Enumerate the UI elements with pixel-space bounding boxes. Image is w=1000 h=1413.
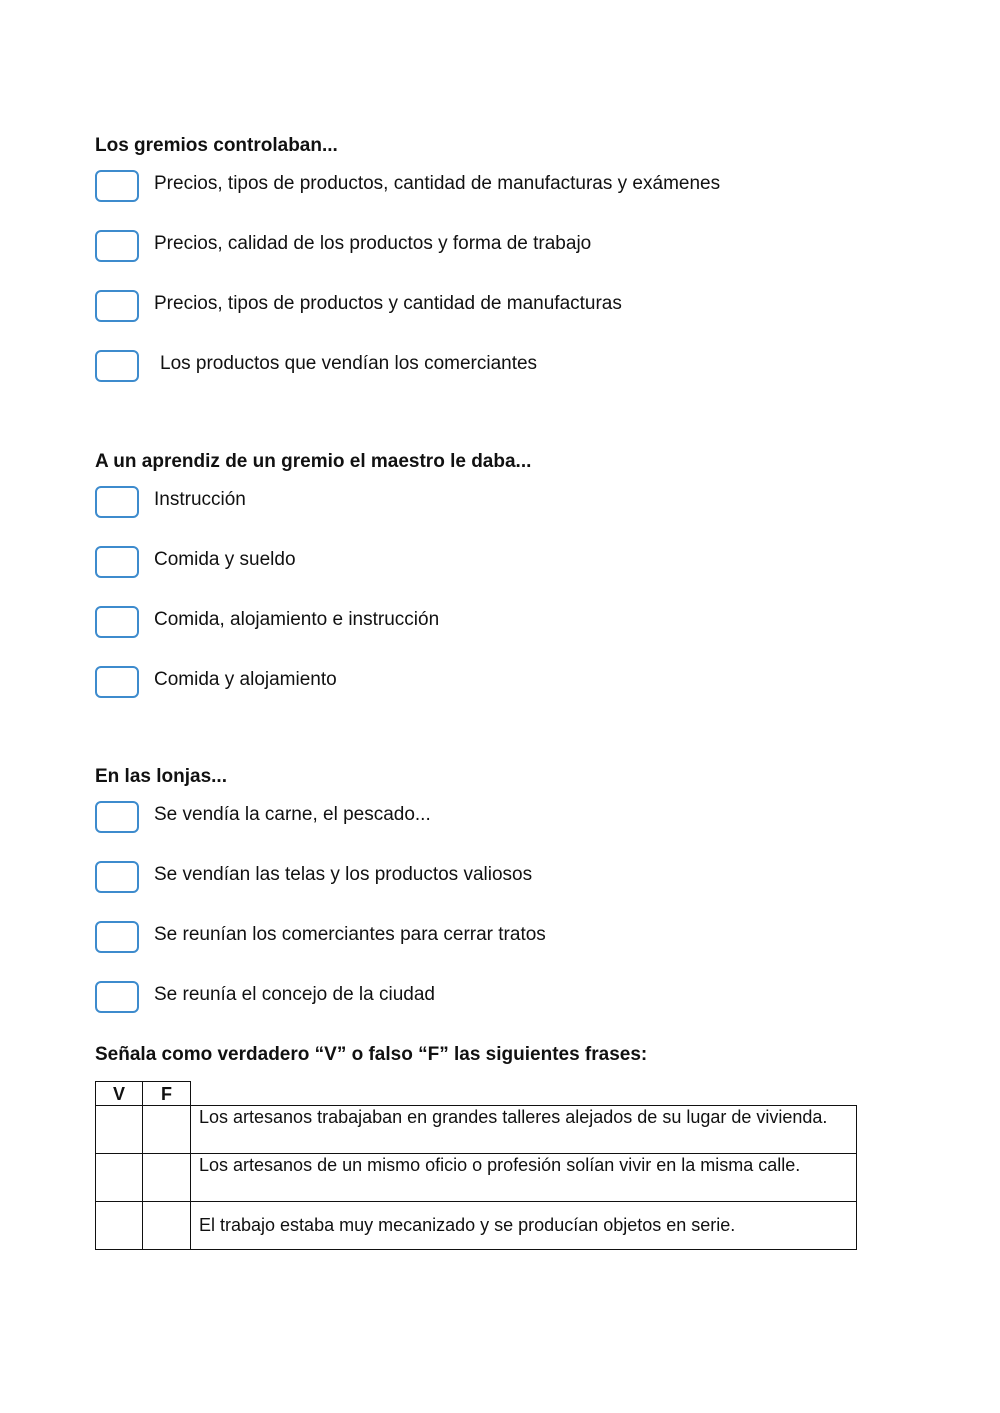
- checkbox[interactable]: [95, 801, 139, 833]
- question-2-option-1[interactable]: [95, 475, 895, 535]
- checkbox[interactable]: [95, 666, 139, 698]
- question-3-title: En las lonjas...: [95, 766, 227, 787]
- question-1-option-3[interactable]: [95, 279, 895, 339]
- option-label: Instrucción: [154, 489, 246, 510]
- option-label: Se vendían las telas y los productos valiosos: [154, 864, 533, 885]
- answer-cell-v[interactable]: [96, 1154, 143, 1202]
- true-false-table: [95, 1081, 857, 1250]
- checkbox[interactable]: [95, 290, 139, 322]
- option-label: Se vendía la carne, el pescado...: [154, 804, 431, 825]
- checkbox[interactable]: [95, 486, 139, 518]
- checkbox[interactable]: [95, 861, 139, 893]
- question-3-option-2[interactable]: [95, 850, 895, 910]
- question-3-option-3[interactable]: [95, 910, 895, 970]
- answer-cell-v[interactable]: [96, 1106, 143, 1154]
- checkbox[interactable]: [95, 606, 139, 638]
- question-3-option-4[interactable]: [95, 970, 895, 1030]
- statement-text: Los artesanos de un mismo oficio o profesión solían vivir en la misma calle.: [191, 1154, 857, 1202]
- question-3-option-1[interactable]: [95, 790, 895, 850]
- option-label: Precios, tipos de productos y cantidad de manufacturas: [154, 293, 622, 314]
- question-2-option-2[interactable]: [95, 535, 895, 595]
- option-label: Comida, alojamiento e instrucción: [154, 609, 440, 630]
- option-label: Precios, calidad de los productos y forma de trabajo: [154, 233, 592, 254]
- option-label: Los productos que vendían los comerciantes: [160, 353, 538, 374]
- checkbox[interactable]: [95, 546, 139, 578]
- header-empty: [191, 1082, 857, 1106]
- question-2: [95, 449, 895, 715]
- statement-text: El trabajo estaba muy mecanizado y se producían objetos en serie.: [191, 1202, 857, 1250]
- question-1-title: Los gremios controlaban...: [95, 135, 338, 156]
- table-row: [96, 1202, 857, 1250]
- table-header-row: [96, 1082, 857, 1106]
- answer-cell-v[interactable]: [96, 1202, 143, 1250]
- question-2-title: A un aprendiz de un gremio el maestro le daba...: [95, 451, 532, 472]
- option-label: Comida y alojamiento: [154, 669, 337, 690]
- checkbox[interactable]: [95, 981, 139, 1013]
- checkbox[interactable]: [95, 170, 139, 202]
- checkbox[interactable]: [95, 230, 139, 262]
- header-f: F: [143, 1082, 191, 1106]
- answer-cell-f[interactable]: [143, 1154, 191, 1202]
- answer-cell-f[interactable]: [143, 1202, 191, 1250]
- header-v: V: [96, 1082, 143, 1106]
- table-row: [96, 1154, 857, 1202]
- question-1-option-2[interactable]: [95, 219, 895, 279]
- question-1: [95, 133, 895, 399]
- question-2-option-4[interactable]: [95, 655, 895, 715]
- table-row: [96, 1106, 857, 1154]
- true-false-title: Señala como verdadero “V” o falso “F” las siguientes frases:: [95, 1044, 648, 1065]
- question-1-option-1[interactable]: [95, 159, 895, 219]
- option-label: Precios, tipos de productos, cantidad de manufacturas y exámenes: [154, 173, 721, 194]
- question-3: [95, 764, 895, 1030]
- option-label: Se reunían los comerciantes para cerrar tratos: [154, 924, 546, 945]
- question-2-option-3[interactable]: [95, 595, 895, 655]
- answer-cell-f[interactable]: [143, 1106, 191, 1154]
- checkbox[interactable]: [95, 350, 139, 382]
- option-label: Comida y sueldo: [154, 549, 296, 570]
- statement-text: Los artesanos trabajaban en grandes talleres alejados de su lugar de vivienda.: [191, 1106, 857, 1154]
- question-1-option-4[interactable]: [95, 339, 895, 399]
- checkbox[interactable]: [95, 921, 139, 953]
- option-label: Se reunía el concejo de la ciudad: [154, 984, 435, 1005]
